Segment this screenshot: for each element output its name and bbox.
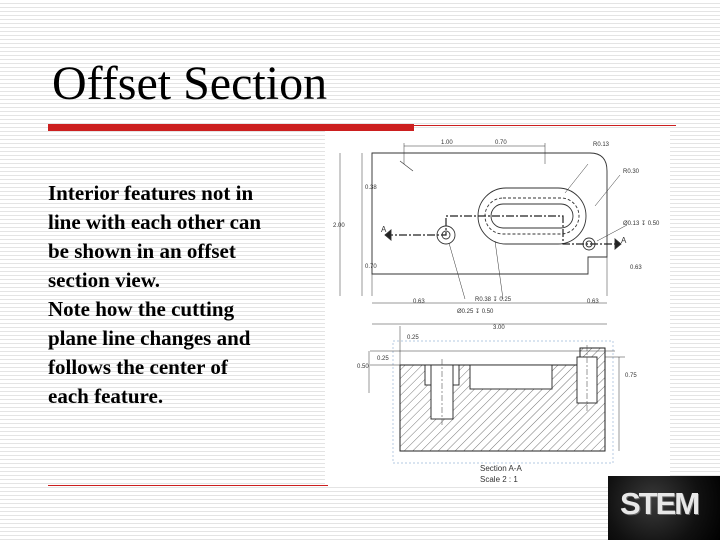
body-line: Note how the cutting — [48, 297, 235, 321]
dim-label: 2.00 — [333, 223, 345, 229]
body-line: be shown in an offset — [48, 239, 236, 263]
body-line: plane line changes and — [48, 326, 251, 350]
body-line: section view. — [48, 268, 160, 292]
dim-label: 0.50 — [357, 364, 369, 370]
body-line: Interior features not in — [48, 181, 254, 205]
dim-label: 0.63 — [587, 299, 599, 305]
cutting-plane-label: A — [381, 225, 387, 234]
dim-label: R0.38 ↧ 0.25 — [475, 297, 512, 303]
title-underline-rule — [414, 125, 676, 126]
dim-label: 0.75 — [625, 373, 637, 379]
body-line: each feature. — [48, 384, 164, 408]
stem-logo-text: STEM — [620, 486, 699, 521]
slide-body-text — [48, 179, 323, 411]
title-underline-bar — [48, 124, 414, 131]
dim-label: 1.00 — [441, 140, 453, 146]
dim-label: 0.25 — [377, 356, 389, 362]
dim-label: R0.30 — [623, 169, 640, 175]
cutting-plane-label: A — [621, 236, 627, 245]
dim-label: 0.70 — [365, 264, 377, 270]
offset-section-drawing — [325, 131, 670, 486]
body-line: follows the center of — [48, 355, 228, 379]
technical-drawing — [325, 131, 670, 486]
body-line: line with each other can — [48, 210, 262, 234]
dim-label: 0.38 — [365, 185, 377, 191]
dim-label: 0.25 — [407, 335, 419, 341]
dim-label: 0.63 — [413, 299, 425, 305]
dim-label: Ø0.13 ↧ 0.50 — [623, 221, 660, 227]
dim-label: 3.00 — [493, 325, 505, 331]
section-view — [369, 326, 625, 463]
slide-title: Offset Section — [52, 57, 328, 110]
dim-label: R0.13 — [593, 142, 610, 148]
top-view-dimensions — [333, 140, 660, 331]
stem-logo — [608, 476, 720, 540]
section-caption-title: Section A-A — [480, 464, 522, 473]
dim-label: 0.63 — [630, 265, 642, 271]
section-caption-scale: Scale 2 : 1 — [480, 475, 518, 484]
dim-label: 0.70 — [495, 140, 507, 146]
bottom-rule — [48, 485, 328, 486]
dim-label: Ø0.25 ↧ 0.50 — [457, 309, 494, 315]
